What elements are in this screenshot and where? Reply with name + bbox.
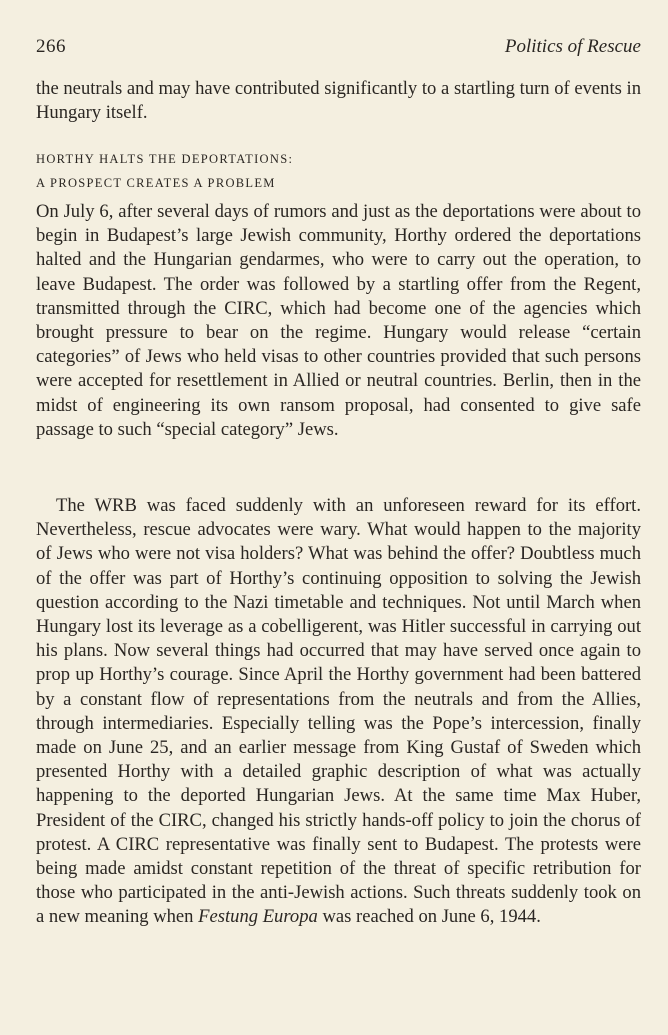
section-heading-line-1: HORTHY HALTS THE DEPORTATIONS:	[36, 152, 294, 166]
intro-paragraph: the neutrals and may have contributed significantly to a startling turn of events in Hungary itself.	[36, 78, 641, 124]
section-heading	[36, 148, 641, 195]
section-heading-line-2: A PROSPECT CREATES A PROBLEM	[36, 175, 276, 190]
page-header	[36, 36, 641, 64]
paragraph-2-main: The WRB was faced suddenly with an unforeseen reward for its effort. Nevertheless, rescue advocates were wary. What would happen to the majority of Jews who were not visa holders? What was behind the offer? Doubtless much of the offer was part of Horthy’s continuing opposition to solving the Jewish question according to the Nazi timetable and techniques. Not until March when Hungary lost its leverage as a cobelligerent, was Hitler successful in carrying out his plans. Now several things had occurred that may have served once again to prop up Horthy’s courage. Since April the Horthy government had been battered by a constant flow of representations from the neutrals and from the Allies, through intermediaries. Especially telling was the Pope’s intercession, finally made on June 25, and an earlier message from King Gustaf of Sweden which presented Horthy with a detailed graphic description of what was actually happening to the deported Hungarian Jews. At the same time Max Huber, President of the CIRC, changed his strictly hands-off policy to join the chorus of protest. A CIRC representative was finally sent to Budapest. The protests were being made amidst constant repetition of the threat of specific retribution for those who participated in the anti-Jewish actions. Such threats suddenly took on a new meaning when	[36, 495, 641, 928]
running-title: Politics of Rescue	[504, 36, 641, 57]
paragraph-2-italic-term: Festung Europa	[198, 906, 318, 928]
paragraph-2	[36, 494, 641, 930]
page-number: 266	[36, 36, 66, 57]
paragraph-2-end: was reached on June 6, 1944.	[317, 906, 541, 928]
paragraph-1: On July 6, after several days of rumors and just as the deportations were about to begin in Budapest’s large Jewish community, Horthy ordered the deportations halted and the Hungarian gendarmes, who were to carry out the operation, to leave Budapest. The order was followed by a startling offer from the Regent, transmitted through the CIRC, which had become one of the agencies which brought pressure to bear on the regime. Hungary would release “certain categories” of Jews who held visas to other countries provided that such persons were accepted for resettlement in Allied or neutral countries. Berlin, then in the midst of engineering its own ransom proposal, had consented to give safe passage to such “special category” Jews.	[36, 201, 641, 440]
